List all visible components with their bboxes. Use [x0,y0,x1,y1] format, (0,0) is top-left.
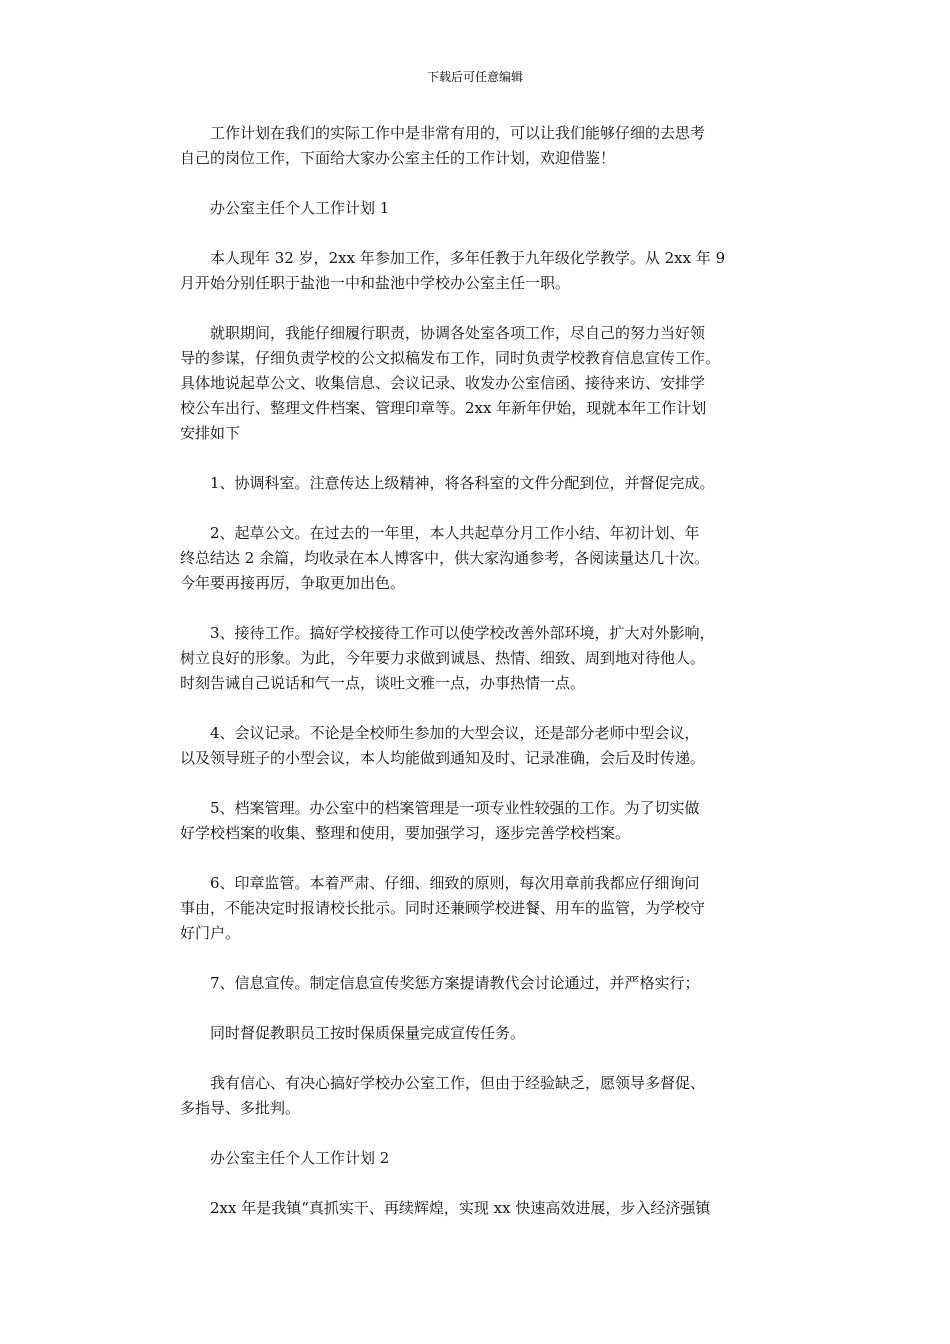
intro-paragraph: 工作计划在我们的实际工作中是非常有用的，可以让我们能够仔细的去思考 自己的岗位工作，下面给大家办公室主任的工作计划，欢迎借鉴！ [180,124,706,167]
section-heading-2: 办公室主任个人工作计划 2 [210,1149,390,1167]
paragraph: 就职期间，我能仔细履行职责，协调各处室各项工作，尽自己的努力当好领 导的参谋，仔细负责学校的公文拟稿发布工作，同时负责学校教育信息宣传工作。 具体地说起草公文、收集信息、会议记录、收发办公室信函、接待来访、安排学 校公车出行、整理文件档案、管理印章等。2xx 年新年伊始，现就本年工作计划 安排如下 [180,324,721,442]
list-item-3: 3、接待工作。搞好学校接待工作可以使学校改善外部环境，扩大对外影响， 树立良好的形象。为此，今年要力求做到诚恳、热情、细致、周到地对待他人。 时刻告诫自己说话和气一点，谈吐文雅一点，办事热情一点。 [180,624,715,692]
paragraph: 同时督促教职员工按时保质保量完成宣传任务。 [210,1024,526,1042]
closing-paragraph: 我有信心、有决心搞好学校办公室工作，但由于经验缺乏，愿领导多督促、 多指导、多批判。 [180,1074,706,1117]
document-body [180,121,780,1246]
list-item-4: 4、会议记录。不论是全校师生参加的大型会议，还是部分老师中型会议， 以及领导班子的小型会议，本人均能做到通知及时、记录准确，会后及时传递。 [180,724,706,767]
list-item-6: 6、印章监管。本着严肃、仔细、细致的原则，每次用章前我都应仔细询问 事由，不能决定时报请校长批示。同时还兼顾学校进餐、用车的监管，为学校守 好门户。 [180,874,706,942]
list-item-7: 7、信息宣传。制定信息宣传奖惩方案提请教代会讨论通过，并严格实行； [210,974,700,992]
paragraph: 2xx 年是我镇“真抓实干、再续辉煌，实现 xx 快速高效进展，步入经济强镇 [210,1199,711,1217]
list-item-5: 5、档案管理。办公室中的档案管理是一项专业性较强的工作。为了切实做 好学校档案的收集、整理和使用，要加强学习，逐步完善学校档案。 [180,799,700,842]
section-heading-1: 办公室主任个人工作计划 1 [210,199,390,217]
page-header: 下载后可任意编辑 [426,70,523,84]
list-item-2: 2、起草公文。在过去的一年里，本人共起草分月工作小结、年初计划、年 终总结达 2 余篇，均收录在本人博客中，供大家沟通参考，各阅读量达几十次。 今年要再接再厉，争取更加出色。 [180,524,710,592]
paragraph: 本人现年 32 岁，2xx 年参加工作，多年任教于九年级化学教学。从 2xx 年 9 月开始分别任职于盐池一中和盐池中学校办公室主任一职。 [180,249,726,292]
list-item-1: 1、协调科室。注意传达上级精神，将各科室的文件分配到位，并督促完成。 [210,474,715,492]
